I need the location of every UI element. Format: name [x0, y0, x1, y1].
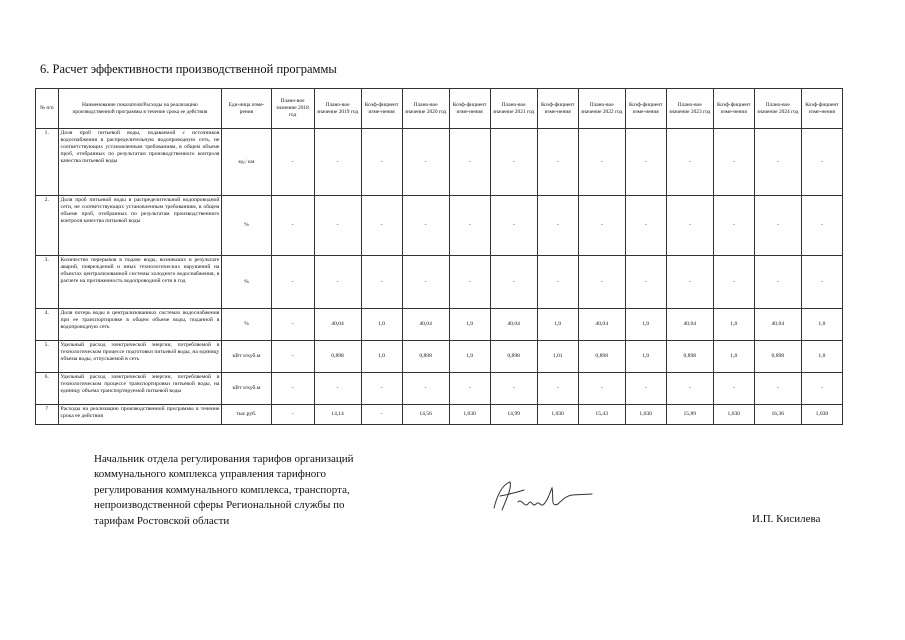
value-cell: 1,030 [449, 405, 490, 425]
value-cell: - [625, 373, 666, 405]
column-header: Еди-ница изме-рения [222, 89, 271, 129]
position-line: Начальник отдела регулирования тарифов организаций [94, 453, 354, 465]
value-cell: 1,0 [625, 341, 666, 373]
indicator-name: Удельный расход электрической энергии, потребляемой в технологическом процессе подготовки питьевой воды, на единицу объема воды, отпускаемой в сеть [58, 341, 222, 373]
value-cell: - [402, 256, 449, 309]
value-cell: - [713, 129, 754, 196]
value-cell: - [490, 196, 537, 256]
value-cell: - [271, 196, 314, 256]
table-header-row [36, 89, 843, 129]
value-cell: 1,0 [713, 341, 754, 373]
value-cell: 15,89 [666, 405, 713, 425]
column-header: Коэф-фициент изме-нения [713, 89, 754, 129]
value-cell: - [666, 129, 713, 196]
position-line: коммунального комплекса управления тарифного [94, 468, 326, 481]
value-cell: 14,56 [402, 405, 449, 425]
value-cell: - [271, 341, 314, 373]
indicator-name: Количество перерывов в подаче воды, возникших в результате аварий, повреждений и иных технологических нарушений на объектах централизованной системы холодного водоснабжения, в расчете на протяженность водопроводной сети в год [58, 256, 222, 309]
value-cell: - [361, 196, 402, 256]
unit-cell: кВт ч/куб.м [222, 373, 271, 405]
column-header: Коэф-фициент изме-нения [801, 89, 842, 129]
column-header: Плано-вое значение 2022 год [578, 89, 625, 129]
value-cell: - [361, 405, 402, 425]
value-cell: 40,04 [314, 309, 361, 341]
value-cell: - [754, 256, 801, 309]
value-cell: 1,0 [713, 309, 754, 341]
column-header: Плано-вое значение 2021 год [490, 89, 537, 129]
value-cell: 16,36 [754, 405, 801, 425]
value-cell: - [625, 196, 666, 256]
value-cell: 40,04 [754, 309, 801, 341]
value-cell: - [754, 129, 801, 196]
value-cell: 1,0 [801, 341, 842, 373]
value-cell: 14,14 [314, 405, 361, 425]
column-header: Коэф-фициент изме-нения [449, 89, 490, 129]
value-cell: 1,0 [361, 341, 402, 373]
value-cell: - [801, 256, 842, 309]
signatory-position [94, 452, 394, 529]
row-number: 7 [36, 405, 59, 425]
column-header: Плано-вое значение 2018 год [271, 89, 314, 129]
efficiency-table [35, 88, 843, 425]
value-cell: 1,030 [537, 405, 578, 425]
unit-cell: ед./ км [222, 129, 271, 196]
indicator-name: Доля проб питьевой воды, подаваемой с источников водоснабжения в распределительную водопроводную сеть, не соответствующих установленным требованиям, в общем объеме проб, отобранных по результатам производственного контроля качества питьевой воды [58, 129, 222, 196]
table-row [36, 129, 843, 196]
value-cell: 1,030 [625, 405, 666, 425]
value-cell: - [578, 256, 625, 309]
value-cell: - [801, 373, 842, 405]
value-cell: 15,43 [578, 405, 625, 425]
position-line: тарифам Ростовской области [94, 514, 230, 527]
value-cell: - [402, 196, 449, 256]
value-cell: 1,0 [449, 309, 490, 341]
value-cell: - [314, 129, 361, 196]
value-cell: - [666, 373, 713, 405]
value-cell: 1,0 [537, 309, 578, 341]
value-cell: 0,898 [666, 341, 713, 373]
value-cell: 1,0 [361, 309, 402, 341]
value-cell: - [449, 196, 490, 256]
value-cell: 0,898 [578, 341, 625, 373]
row-number: 1. [36, 129, 59, 196]
unit-cell: кВт ч/куб.м [222, 341, 271, 373]
value-cell: - [713, 196, 754, 256]
value-cell: 1,0 [625, 309, 666, 341]
row-number: 2. [36, 196, 59, 256]
unit-cell: % [222, 256, 271, 309]
unit-cell: тыс.руб. [222, 405, 271, 425]
value-cell: - [271, 256, 314, 309]
value-cell: - [625, 129, 666, 196]
column-header: Коэф-фициент изме-нения [537, 89, 578, 129]
unit-cell: % [222, 196, 271, 256]
table-row [36, 256, 843, 309]
table-row [36, 405, 843, 425]
value-cell: - [578, 129, 625, 196]
value-cell: - [578, 373, 625, 405]
value-cell: - [314, 196, 361, 256]
value-cell: - [578, 196, 625, 256]
section-heading: 6. Расчет эффективности производственной программы [40, 62, 337, 76]
row-number: 4. [36, 309, 59, 341]
handwritten-signature [488, 478, 598, 518]
value-cell: 0,898 [314, 341, 361, 373]
value-cell: - [537, 196, 578, 256]
value-cell: - [271, 309, 314, 341]
table-row [36, 309, 843, 341]
row-number: 3. [36, 256, 59, 309]
column-header: № п/п [36, 89, 59, 129]
value-cell: - [314, 256, 361, 309]
value-cell: - [271, 405, 314, 425]
value-cell: 40,04 [666, 309, 713, 341]
indicator-name: Удельный расход электрической энергии, потребляемой в технологическом процессе транспортировки питьевой воды, на единицу объема транспортируемой питьевой воды [58, 373, 222, 405]
value-cell: - [754, 196, 801, 256]
value-cell: - [449, 256, 490, 309]
value-cell: - [713, 256, 754, 309]
position-line: непроизводственной сферы Региональной службы по [94, 499, 345, 512]
value-cell: - [402, 129, 449, 196]
value-cell: 0,898 [754, 341, 801, 373]
value-cell: - [490, 129, 537, 196]
value-cell: - [449, 129, 490, 196]
value-cell: 40,04 [578, 309, 625, 341]
value-cell: - [537, 129, 578, 196]
row-number: 6. [36, 373, 59, 405]
value-cell: 1,030 [801, 405, 842, 425]
value-cell: - [271, 129, 314, 196]
value-cell: - [801, 129, 842, 196]
value-cell: - [314, 373, 361, 405]
position-line: регулирования коммунального комплекса, транспорта, [94, 483, 350, 496]
row-number: 5. [36, 341, 59, 373]
value-cell: 40,04 [402, 309, 449, 341]
value-cell: - [490, 373, 537, 405]
value-cell: - [361, 256, 402, 309]
column-header: Плано-вое значение 2023 год [666, 89, 713, 129]
value-cell: - [449, 373, 490, 405]
value-cell: - [801, 196, 842, 256]
value-cell: - [666, 256, 713, 309]
value-cell: - [754, 373, 801, 405]
column-header: Плано-вое значение 2024 год [754, 89, 801, 129]
column-header: Наименование показателя/Расходы на реализацию производственной программы в течение срока ее действия [58, 89, 222, 129]
signatory-name: И.П. Кисилева [752, 513, 821, 525]
value-cell: 1,0 [449, 341, 490, 373]
column-header: Коэф-фициент изме-нения [625, 89, 666, 129]
indicator-name: Доля потерь воды в централизованных системах водоснабжения при ее транспортировке в общем объеме воды, поданной в водопроводную сеть [58, 309, 222, 341]
table-row [36, 373, 843, 405]
indicator-name: Доля проб питьевой воды в распределительной водопроводной сети, не соответствующих установленным требованиям, в общем объеме проб, отобранных по результатам производственного контроля качества питьевой воды [58, 196, 222, 256]
unit-cell: % [222, 309, 271, 341]
table-row [36, 196, 843, 256]
value-cell: - [713, 373, 754, 405]
value-cell: 14,99 [490, 405, 537, 425]
value-cell: - [537, 373, 578, 405]
value-cell: 40,04 [490, 309, 537, 341]
value-cell: 0,898 [490, 341, 537, 373]
value-cell: - [537, 256, 578, 309]
value-cell: 1,0 [801, 309, 842, 341]
value-cell: - [361, 129, 402, 196]
value-cell: - [361, 373, 402, 405]
value-cell: - [625, 256, 666, 309]
column-header: Плано-вое значение 2019 год [314, 89, 361, 129]
column-header: Коэф-фициент изме-нения [361, 89, 402, 129]
value-cell: 1,030 [713, 405, 754, 425]
value-cell: - [490, 256, 537, 309]
value-cell: - [271, 373, 314, 405]
column-header: Плано-вое значение 2020 год [402, 89, 449, 129]
value-cell: 1,01 [537, 341, 578, 373]
value-cell: - [666, 196, 713, 256]
table-row [36, 341, 843, 373]
value-cell: - [402, 373, 449, 405]
indicator-name: Расходы на реализацию производственной программы в течение срока ее действия [58, 405, 222, 425]
value-cell: 0,898 [402, 341, 449, 373]
